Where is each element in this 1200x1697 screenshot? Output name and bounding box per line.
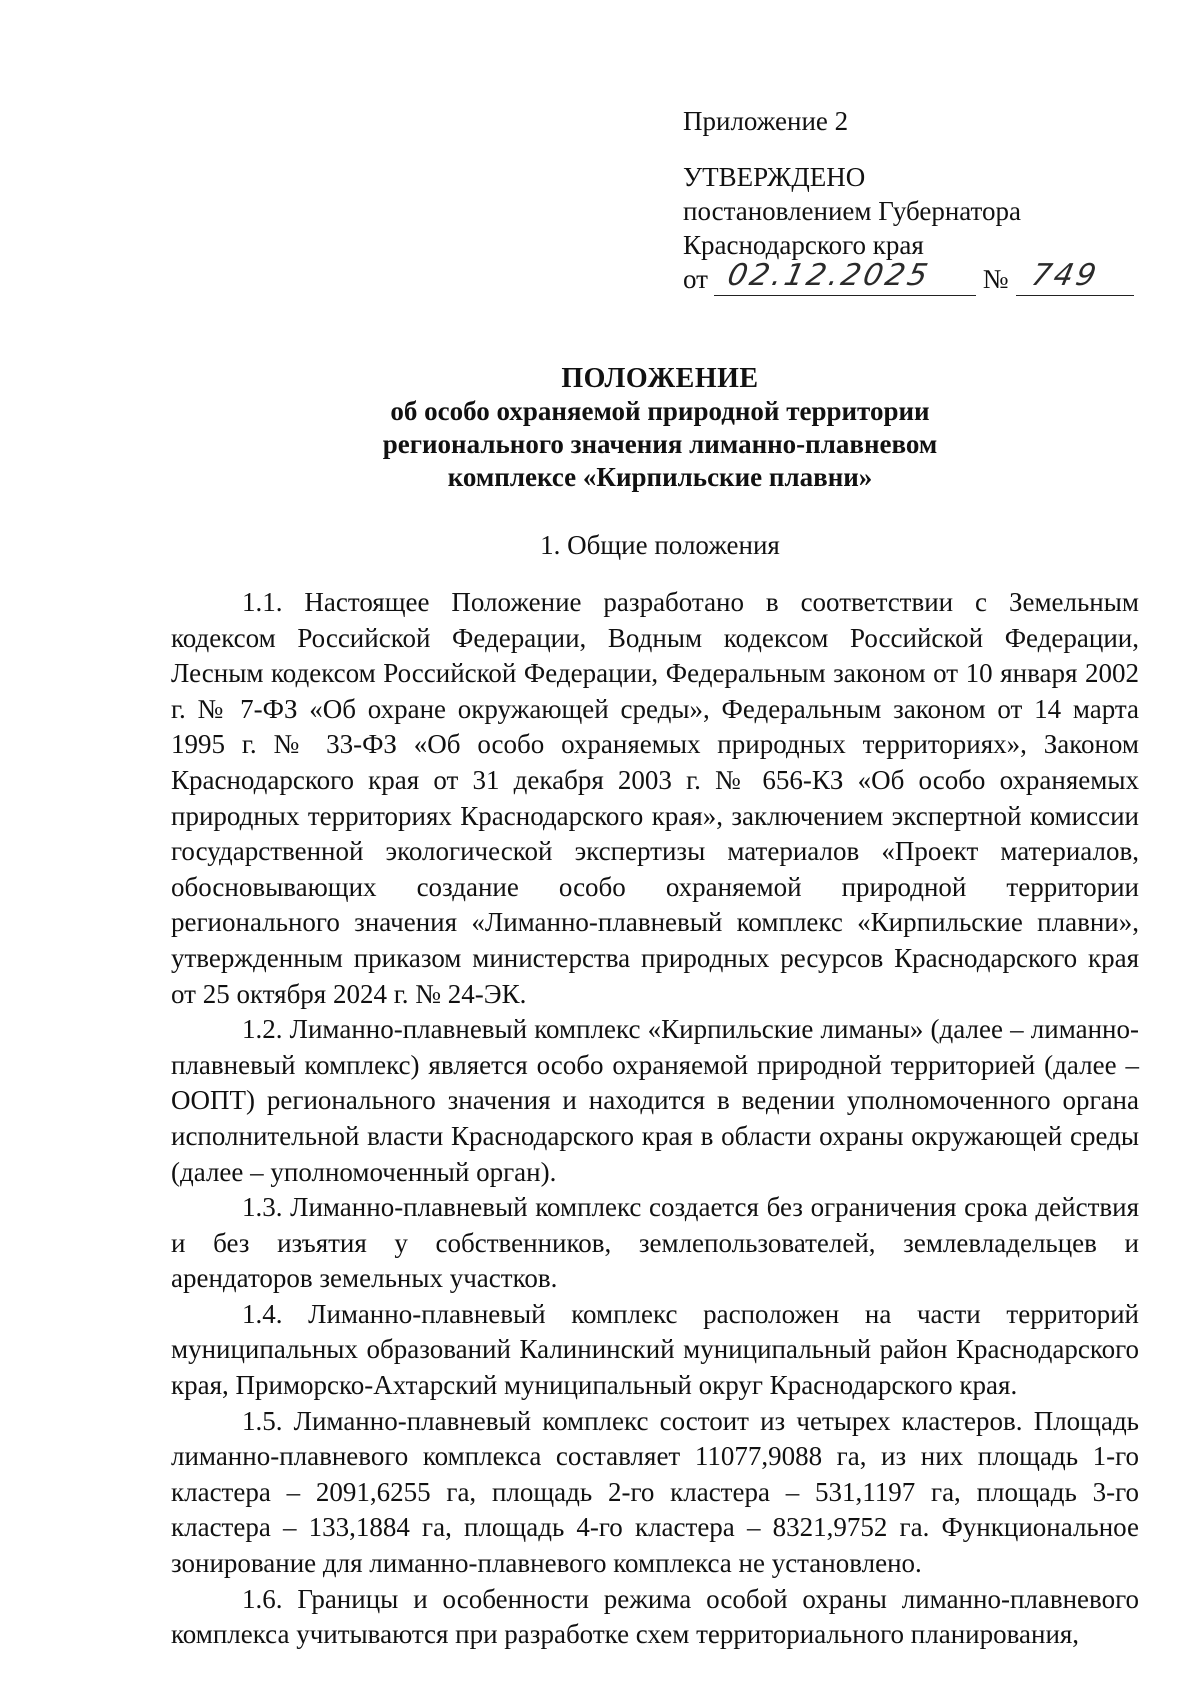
date-prefix: от [683, 264, 708, 294]
approved-label: УТВЕРЖДЕНО [683, 162, 866, 192]
approved-by-line-2: Краснодарского края [683, 230, 924, 260]
paragraph-1-5: 1.5. Лиманно-плавневый комплекс состоит из четырех кластеров. Площадь лиманно-плавневого комплекса составляет 11077,9088 га, из них площадь 1-го кластера – 2091,6255 га, площадь 2-го кластера – 531,1197 га, площадь 3-го кластера – 133,1884 га, площадь 4-го кластера – 8321,9752 га. Функциональное зонирование для лиманно-плавневого комплекса не установлено. [171, 1405, 1139, 1579]
approval-stamp-block [683, 104, 1123, 296]
paragraph-1-2: 1.2. Лиманно-плавневый комплекс «Кирпильские лиманы» (далее – лиманно-плавневый комплекс) является особо охраняемой природной территорией (далее – ООПТ) регионального значения и находится в ведении уполномоченного органа исполнительной власти Краснодарского края в области охраны окружающей среды (далее – уполномоченный орган). [171, 1014, 1139, 1187]
spacer [683, 138, 1123, 160]
title-line-1: об особо охраняемой природной территории [390, 396, 930, 426]
number-prefix: № [982, 264, 1009, 294]
paragraph-1-4: 1.4. Лиманно-плавневый комплекс расположен на части территорий муниципальных образований Калининский муниципальный район Краснодарского края, Приморско-Ахтарский муниципальный округ Краснодарского края. [171, 1298, 1139, 1401]
number-field [1016, 258, 1134, 296]
date-field [714, 258, 976, 296]
section-heading: 1. Общие положения [540, 530, 780, 560]
title-line-2: регионального значения лиманно-плавневом [382, 429, 938, 459]
document-title [170, 362, 1150, 494]
paragraph-1-3: 1.3. Лиманно-плавневый комплекс создается без ограничения срока действия и без изъятия у собственников, землепользователей, землевладельцев и арендаторов земельных участков. [171, 1192, 1139, 1294]
paragraph-1-6: 1.6. Границы и особенности режима особой охраны лиманно-плавневого комплекса учитываются при разработке схем территориального планирования, [171, 1583, 1139, 1650]
title-main: ПОЛОЖЕНИЕ [561, 363, 759, 394]
document-body [171, 585, 1139, 1653]
date-number-line [683, 258, 1123, 296]
approved-by-line-1: постановлением Губернатора [683, 196, 1021, 226]
paragraph-1-1: 1.1. Настоящее Положение разработано в соответствии с Земельным кодексом Российской Федерации, Водным кодексом Российской Федерации, Лесным кодексом Российской Федерации, Федеральным законом от 10 января 2002 г. № 7-ФЗ «Об охране окружающей среды», Федеральным законом от 14 марта 1995 г. № 33-ФЗ «Об особо охраняемых природных территориях», Законом Краснодарского края от 31 декабря 2003 г. № 656-КЗ «Об особо охраняемых природных территориях Краснодарского края», заключением экспертной комиссии государственной экологической экспертизы материалов «Проект материалов, обосновывающих создание особо охраняемой природной территории регионального значения «Лиманно-плавневый комплекс «Кирпильские плавни», утвержденным приказом министерства природных ресурсов Краснодарского края от 25 октября 2024 г. № 24-ЭК. [171, 587, 1139, 1009]
handwritten-date: 02.12.2025 [724, 258, 934, 293]
handwritten-number: 749 [1028, 258, 1103, 293]
appendix-label: Приложение 2 [683, 106, 849, 136]
title-line-3: комплексе «Кирпильские плавни» [447, 462, 873, 492]
